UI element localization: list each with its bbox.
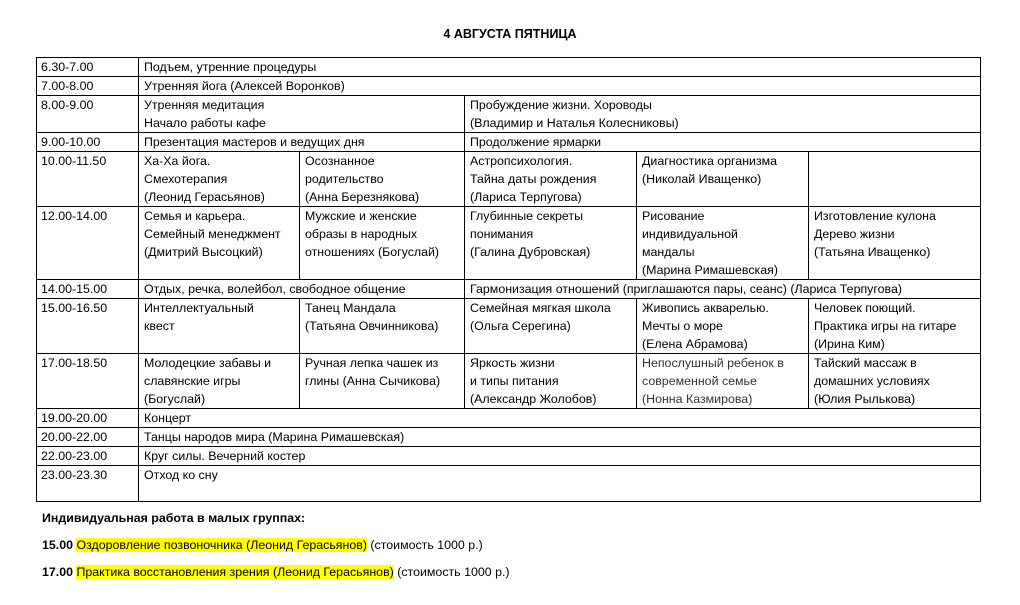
activity-line: Осознанное: [305, 154, 375, 168]
activity-line: (Богуслай): [144, 392, 206, 406]
activity-cell: [300, 354, 465, 409]
activity-line: Смехотерапия: [144, 172, 228, 186]
activity-line: современной семье: [642, 374, 757, 388]
time-cell: 12.00-14.00: [37, 207, 139, 280]
activity-line: Глубинные секреты: [470, 209, 583, 223]
activity-line: славянские игры: [144, 374, 241, 388]
activity-line: (Елена Абрамова): [642, 337, 748, 351]
activity-line: (Нонна Казмирова): [642, 392, 753, 406]
activity-cell: [809, 299, 981, 354]
item-title-highlight: Оздоровление позвоночника (Леонид Герасьянов): [76, 538, 367, 552]
activity-line: индивидуальной: [642, 227, 738, 241]
activity-cell: [637, 207, 809, 280]
activity-cell: [139, 207, 300, 280]
activity-line: Семейный менеджмент: [144, 227, 281, 241]
time-cell: 15.00-16.50: [37, 299, 139, 354]
individual-work-section: [42, 509, 510, 590]
activity-line: Семья и карьера.: [144, 209, 246, 223]
activity-cell: Гармонизация отношений (приглашаются пары, сеанс) (Лариса Терпугова): [465, 280, 981, 299]
activity-line: Рисование: [642, 209, 705, 223]
item-cost: (стоимость 1000 р.): [370, 538, 483, 552]
section-heading: Индивидуальная работа в малых группах:: [42, 511, 306, 525]
activity-line: Мечты о море: [642, 319, 723, 333]
activity-cell: Танцы народов мира (Марина Римашевская): [139, 428, 981, 447]
activity-cell: Продолжение ярмарки: [465, 133, 981, 152]
time-cell: 20.00-22.00: [37, 428, 139, 447]
time-cell: 10.00-11.50: [37, 152, 139, 207]
activity-line: (Ольга Серегина): [470, 319, 571, 333]
activity-line: (Лариса Терпугова): [470, 190, 582, 204]
activity-line: (Юлия Рылькова): [814, 392, 916, 406]
activity-cell: [139, 354, 300, 409]
activity-line: (Александр Жолобов): [470, 392, 597, 406]
activity-line: Ручная лепка чашек из: [305, 356, 439, 370]
time-cell: 19.00-20.00: [37, 409, 139, 428]
table-row: [37, 299, 981, 354]
activity-line: Семейная мягкая школа: [470, 301, 611, 315]
activity-cell: [139, 152, 300, 207]
time-cell: 22.00-23.00: [37, 447, 139, 466]
activity-cell: [637, 299, 809, 354]
activity-line: Человек поющий.: [814, 301, 916, 315]
table-row: [37, 133, 981, 152]
activity-line: Живопись акварелью.: [642, 301, 769, 315]
activity-cell: [637, 152, 809, 207]
activity-cell: Отход ко сну: [139, 466, 981, 502]
activity-line: Диагностика организма: [642, 154, 778, 168]
item-time: 17.00: [42, 565, 74, 579]
table-row: [37, 207, 981, 280]
time-cell: 23.00-23.30: [37, 466, 139, 502]
table-row: [37, 354, 981, 409]
activity-line: (Татьяна Овчинникова): [305, 319, 439, 333]
table-row: [37, 409, 981, 428]
table-row: [37, 447, 981, 466]
time-cell: 6.30-7.00: [37, 58, 139, 77]
time-cell: 9.00-10.00: [37, 133, 139, 152]
activity-cell: [465, 207, 637, 280]
activity-line: Начало работы кафе: [144, 116, 266, 130]
time-cell: 14.00-15.00: [37, 280, 139, 299]
item-cost: (стоимость 1000 р.): [397, 565, 510, 579]
activity-line: (Леонид Герасьянов): [144, 190, 265, 204]
activity-cell: [637, 354, 809, 409]
activity-cell: Утренняя йога (Алексей Воронков): [139, 77, 981, 96]
activity-line: Молодецкие забавы и: [144, 356, 272, 370]
activity-line: (Николай Иващенко): [642, 172, 762, 186]
schedule-table: [36, 57, 981, 502]
activity-line: Ха-Ха йога.: [144, 154, 211, 168]
activity-line: Дерево жизни: [814, 227, 895, 241]
activity-cell: [465, 96, 981, 133]
activity-cell: Отдых, речка, волейбол, свободное общение: [139, 280, 465, 299]
activity-line: Танец Мандала: [305, 301, 396, 315]
item-title-highlight: Практика восстановления зрения (Леонид Герасьянов): [76, 565, 394, 579]
table-row: [37, 280, 981, 299]
activity-cell: [139, 299, 300, 354]
activity-line: (Ирина Ким): [814, 337, 885, 351]
activity-line: (Марина Римашевская): [642, 263, 778, 277]
activity-line: Астропсихология.: [470, 154, 573, 168]
list-item: [42, 563, 510, 581]
time-cell: 17.00-18.50: [37, 354, 139, 409]
time-cell: 8.00-9.00: [37, 96, 139, 133]
activity-line: Пробуждение жизни. Хороводы: [470, 98, 652, 112]
table-row: [37, 428, 981, 447]
activity-line: (Дмитрий Высоцкий): [144, 245, 263, 259]
activity-line: Яркость жизни: [470, 356, 555, 370]
activity-cell: [465, 354, 637, 409]
activity-cell: Подъем, утренние процедуры: [139, 58, 981, 77]
table-row: [37, 152, 981, 207]
activity-line: мандалы: [642, 245, 695, 259]
activity-line: (Галина Дубровская): [470, 245, 591, 259]
activity-line: Тайна даты рождения: [470, 172, 597, 186]
activity-line: (Владимир и Наталья Колесниковы): [470, 116, 679, 130]
activity-line: родительство: [305, 172, 384, 186]
activity-line: Тайский массаж в: [814, 356, 917, 370]
item-time: 15.00: [42, 538, 74, 552]
activity-cell: Концерт: [139, 409, 981, 428]
activity-line: Утренняя медитация: [144, 98, 265, 112]
activity-cell: [300, 207, 465, 280]
activity-cell: [465, 152, 637, 207]
activity-cell: [139, 96, 465, 133]
activity-cell-empty: [809, 152, 981, 207]
activity-line: Практика игры на гитаре: [814, 319, 957, 333]
table-row: [37, 77, 981, 96]
activity-cell: Презентация мастеров и ведущих дня: [139, 133, 465, 152]
table-row: [37, 58, 981, 77]
table-row: [37, 466, 981, 502]
activity-line: и типы питания: [470, 374, 559, 388]
activity-cell: [809, 207, 981, 280]
activity-line: Интеллектуальный: [144, 301, 254, 315]
activity-line: глины (Анна Сычикова): [305, 374, 441, 388]
activity-line: образы в народных: [305, 227, 418, 241]
activity-line: отношениях (Богуслай): [305, 245, 440, 259]
activity-line: Изготовление кулона: [814, 209, 936, 223]
list-item: [42, 536, 510, 554]
activity-cell: [300, 152, 465, 207]
activity-line: Непослушный ребенок в: [642, 356, 784, 370]
activity-cell: [465, 299, 637, 354]
table-row: [37, 96, 981, 133]
activity-line: (Анна Березнякова): [305, 190, 420, 204]
activity-cell: [300, 299, 465, 354]
activity-line: Мужские и женские: [305, 209, 417, 223]
activity-cell: Круг силы. Вечерний костер: [139, 447, 981, 466]
activity-line: понимания: [470, 227, 534, 241]
activity-cell: [809, 354, 981, 409]
activity-line: (Татьяна Иващенко): [814, 245, 931, 259]
time-cell: 7.00-8.00: [37, 77, 139, 96]
activity-line: квест: [144, 319, 175, 333]
page-title: 4 АВГУСТА ПЯТНИЦА: [443, 27, 577, 41]
activity-line: домашних условиях: [814, 374, 930, 388]
